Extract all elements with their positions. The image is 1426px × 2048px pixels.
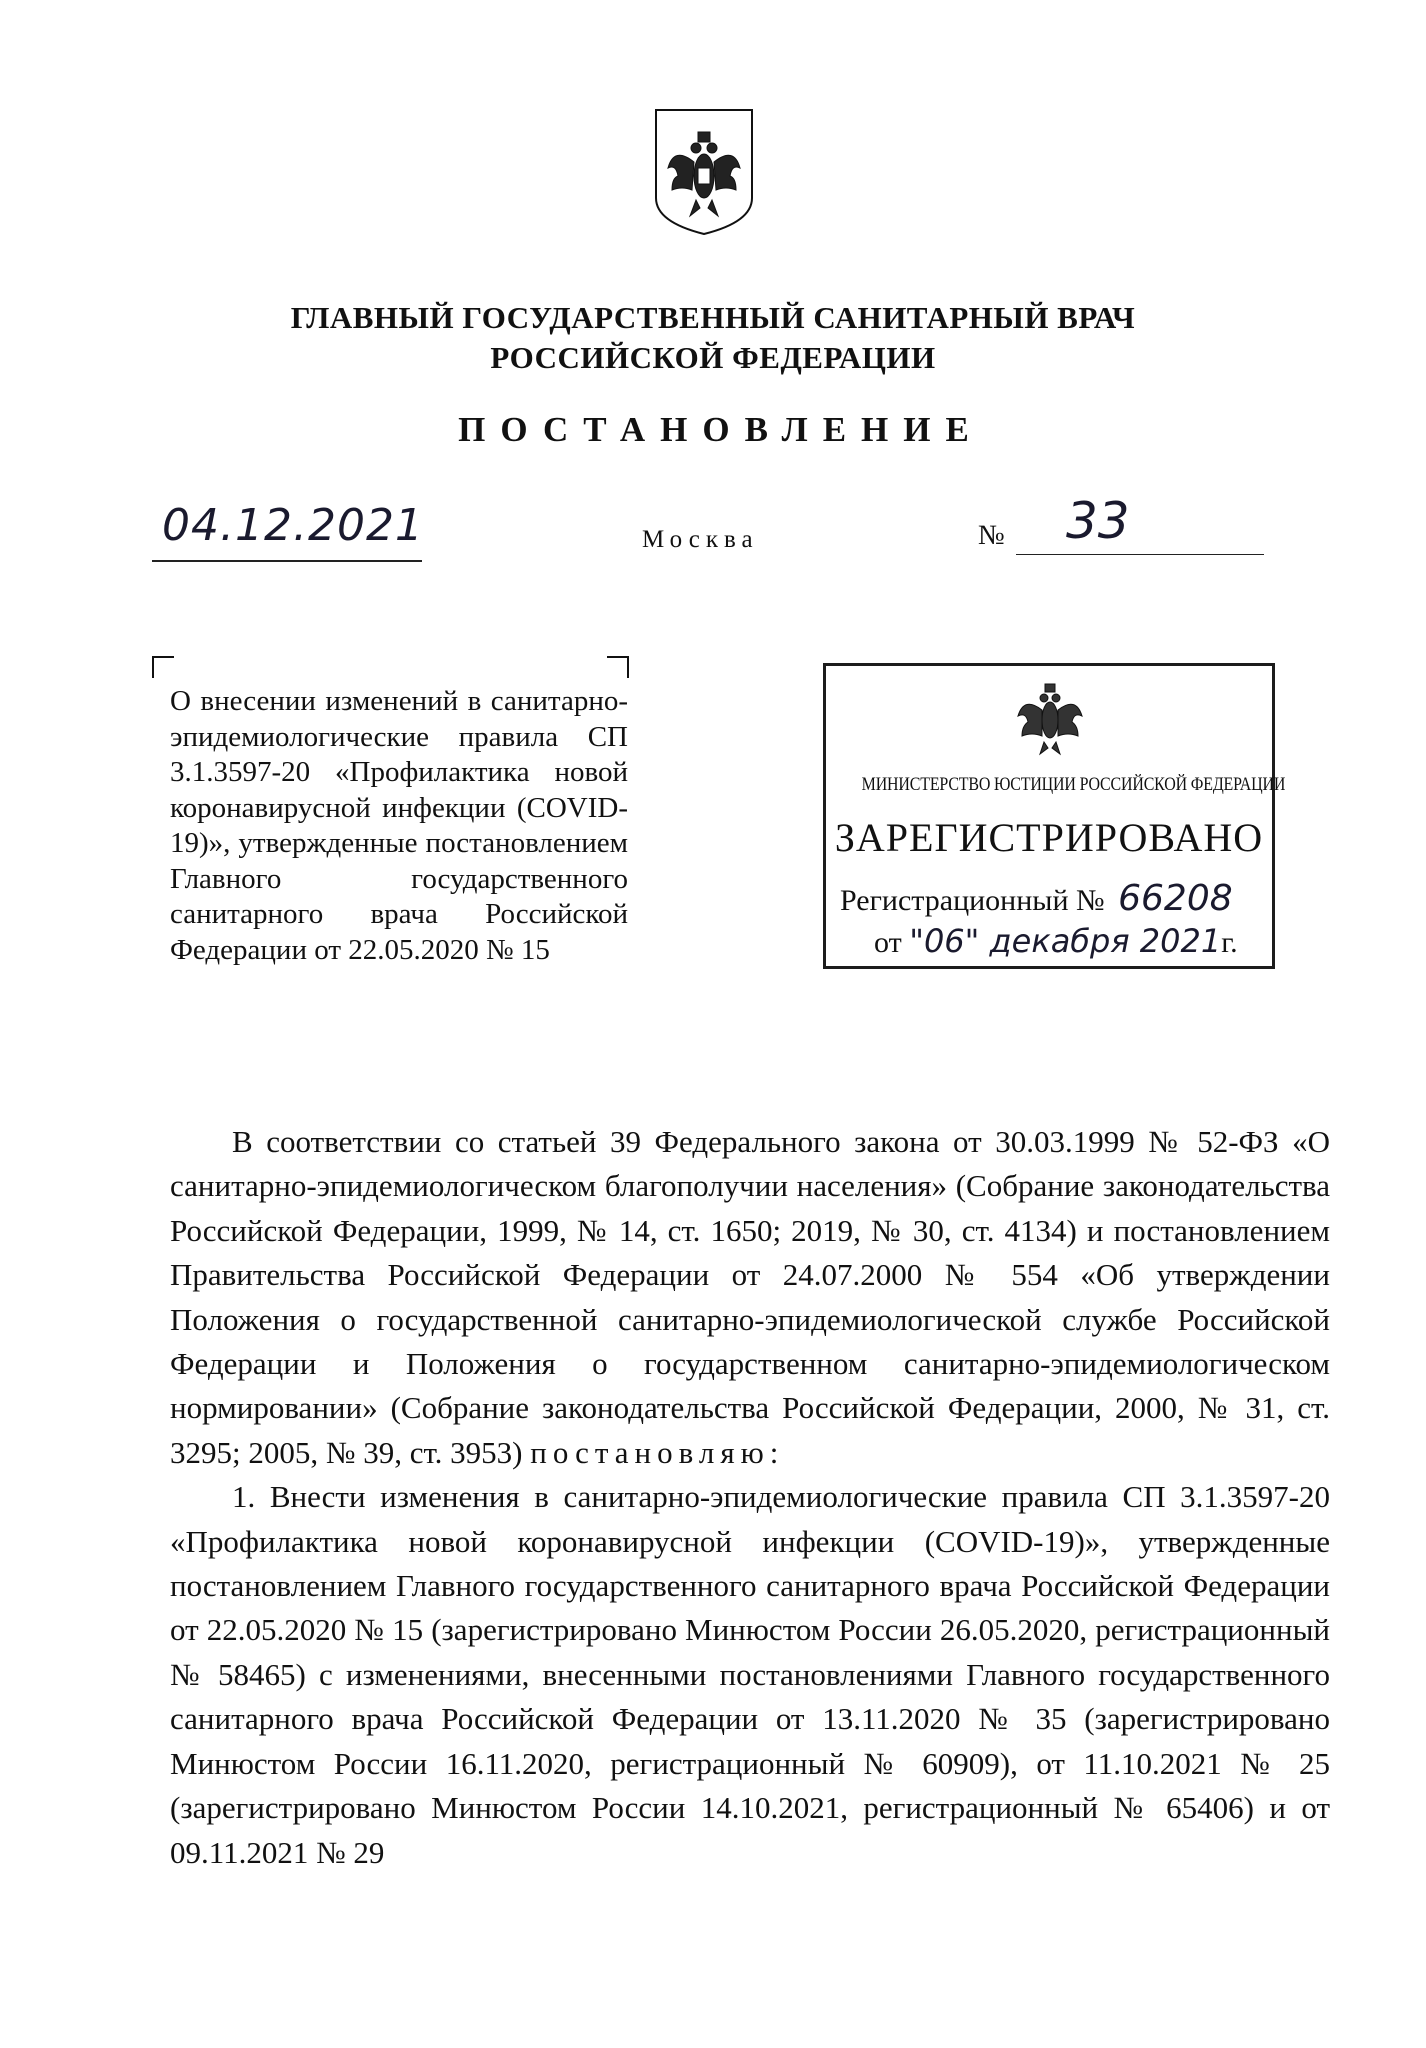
stamp-registration-date [874,922,1238,960]
stamp-ministry-name: МИНИСТЕРСТВО ЮСТИЦИИ РОССИЙСКОЙ ФЕДЕРАЦИИ [861,774,1286,795]
stamp-reg-label: Регистрационный № [840,884,1105,917]
stamp-reg-number-handwritten: 66208 [1118,878,1233,919]
registration-stamp [823,663,1286,969]
stamp-registered-label: ЗАРЕГИСТРИРОВАНО [834,815,1264,860]
document-type-title: ПОСТАНОВЛЕНИЕ [458,410,984,449]
issuer-title-line1: ГЛАВНЫЙ ГОСУДАРСТВЕННЫЙ САНИТАРНЫЙ ВРАЧ [290,300,1136,335]
decree-body [170,1120,1330,1875]
stamp-date-handwritten: "06" декабря 2021 [909,922,1222,960]
stamp-date-suffix: г. [1221,926,1238,959]
stamp-eagle-icon [1012,676,1088,756]
preamble-text: В соответствии со статьей 39 Федерального закона от 30.03.1999 № 52-ФЗ «О санитарно-эпидемиологическом благополучии населения» (Собрание законодательства Российской Федерации, 1999, № 14, ст. 1650; 2019, № 30, ст. 4134) и постановлением Правительства Российской Федерации от 24.07.2000 № 554 «Об утверждении Положения о государственной санитарно-эпидемиологической службе Российской Федерации и Положения о государственном санитарно-эпидемиологическом нормировании» (Собрание законодательства Российской Федерации, 2000, № 31, ст. 3295; 2005, № 39, ст. 3953) [170,1124,1330,1470]
city-label: Москва [642,526,759,553]
decree-subject: О внесении изменений в санитарно-эпидемиологические правила СП 3.1.3597-20 «Профилактика новой коронавирусной инфекции (COVID-19)», утвержденные постановлением Главного государственного санитарного врача Российской Федерации от 22.05.2020 № 15 [170,685,628,966]
decree-date-field [152,498,422,562]
decree-number-field [1016,492,1264,555]
decree-number-handwritten: 33 [1066,492,1130,550]
resolve-word: постановляю: [530,1434,785,1470]
stamp-registration-number [840,878,1233,919]
subject-bracket-left [152,656,174,678]
subject-bracket-right [607,656,629,678]
clause-1-paragraph: 1. Внести изменения в санитарно-эпидемиологические правила СП 3.1.3597-20 «Профилактика новой коронавирусной инфекции (COVID-19)», утвержденные постановлением Главного государственного санитарного врача Российской Федерации от 22.05.2020 № 15 (зарегистрировано Минюстом России 26.05.2020, регистрационный № 58465) с изменениями, внесенными постановлениями Главного государственного санитарного врача Российской Федерации от 13.11.2020 № 35 (зарегистрировано Минюстом России 16.11.2020, регистрационный № 60909), от 11.10.2021 № 25 (зарегистрировано Минюстом России 14.10.2021, регистрационный № 65406) и от 09.11.2021 № 29 [170,1479,1330,1870]
stamp-date-prefix: от [874,926,902,959]
issuer-title-line2: РОССИЙСКОЙ ФЕДЕРАЦИИ [490,340,936,375]
number-sign: № [978,520,1005,551]
decree-date-handwritten: 04.12.2021 [162,500,424,551]
preamble-paragraph [170,1120,1330,1475]
coat-of-arms-icon [652,106,756,238]
